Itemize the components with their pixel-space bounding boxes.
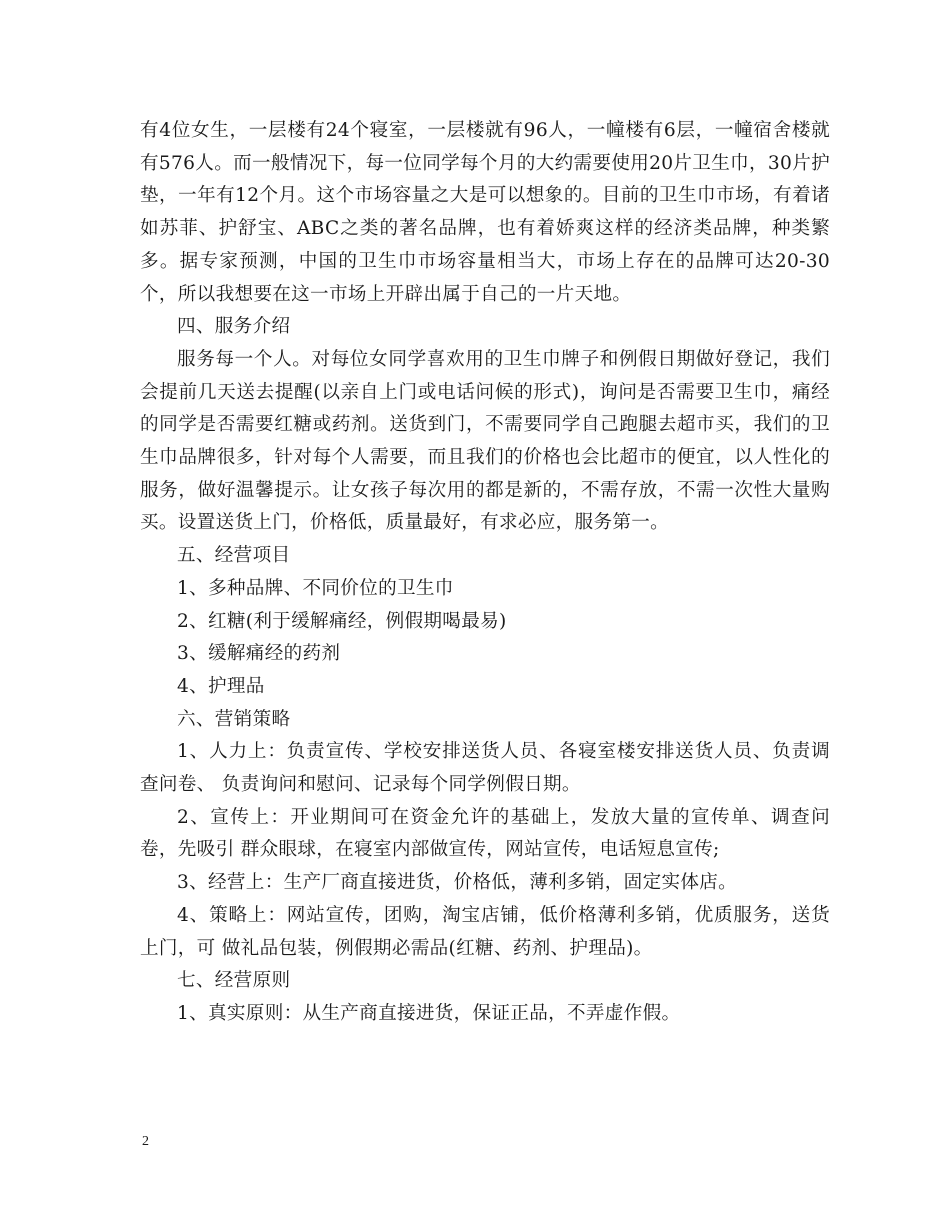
heading-business-items: 五、经营项目: [177, 545, 291, 567]
heading-business-principles: 七、经营原则: [177, 970, 291, 992]
strategy-item-operation: 3、经营上：生产厂商直接进货，价格低，薄利多销，固定实体店。: [177, 872, 738, 894]
heading-marketing-strategy: 六、营销策略: [177, 708, 291, 730]
page-number: 2: [142, 1134, 149, 1149]
paragraph-service-description: 服务每一个人。对每位女同学喜欢用的卫生巾牌子和例假日期做好登记，我们会提前几天送去提醒(以亲自上门或电话问候的形式)，询问是否需要卫生巾，痛经的同学是否需要红糖或药剂。送货到门，不需要同学自己跑腿去超市买，我们的卫生巾品牌很多，针对每个人需要，而且我们的价格也会比超市的便宜，以人性化的服务，做好温馨提示。让女孩子每次用的都是新的，不需存放，不需一次性大量购买。设置送货上门，价格低，质量最好，有求必应，服务第一。: [140, 348, 830, 534]
strategy-item-manpower: 1、人力上：负责宣传、学校安排送货人员、各寝室楼安排送货人员、负责调查问卷、 负责询问和慰问、记录每个同学例假日期。: [140, 741, 830, 796]
list-item-medicine: 3、缓解痛经的药剂: [177, 643, 341, 665]
body-text: [140, 115, 830, 1031]
principle-item-authenticity: 1、真实原则：从生产商直接进货，保证正品，不弄虚作假。: [177, 1002, 681, 1024]
list-item-care-products: 4、护理品: [177, 675, 265, 697]
list-item-brown-sugar: 2、红糖(利于缓解痛经，例假期喝最易): [177, 610, 507, 632]
strategy-item-promotion: 2、宣传上：开业期间可在资金允许的基础上，发放大量的宣传单、调查问卷，先吸引 群众眼球，在寝室内部做宣传，网站宣传，电话短息宣传;: [140, 806, 830, 861]
heading-service-intro: 四、服务介绍: [177, 316, 291, 338]
paragraph-market-capacity: 有4位女生，一层楼有24个寝室，一层楼就有96人，一幢楼有6层，一幢宿舍楼就有576人。而一般情况下，每一位同学每个月的大约需要使用20片卫生巾，30片护垫，一年有12个月。这个市场容量之大是可以想象的。目前的卫生巾市场，有着诸如苏菲、护舒宝、ABC之类的著名品牌，也有着娇爽这样的经济类品牌，种类繁多。据专家预测，中国的卫生巾市场容量相当大，市场上存在的品牌可达20-30个，所以我想要在这一市场上开辟出属于自己的一片天地。: [140, 120, 830, 305]
strategy-item-tactics: 4、策略上：网站宣传，团购，淘宝店铺，低价格薄利多销，优质服务，送货上门，可 做礼品包装，例假期必需品(红糖、药剂、护理品)。: [140, 904, 830, 959]
list-item-sanitary-pads: 1、多种品牌、不同价位的卫生巾: [177, 577, 454, 599]
